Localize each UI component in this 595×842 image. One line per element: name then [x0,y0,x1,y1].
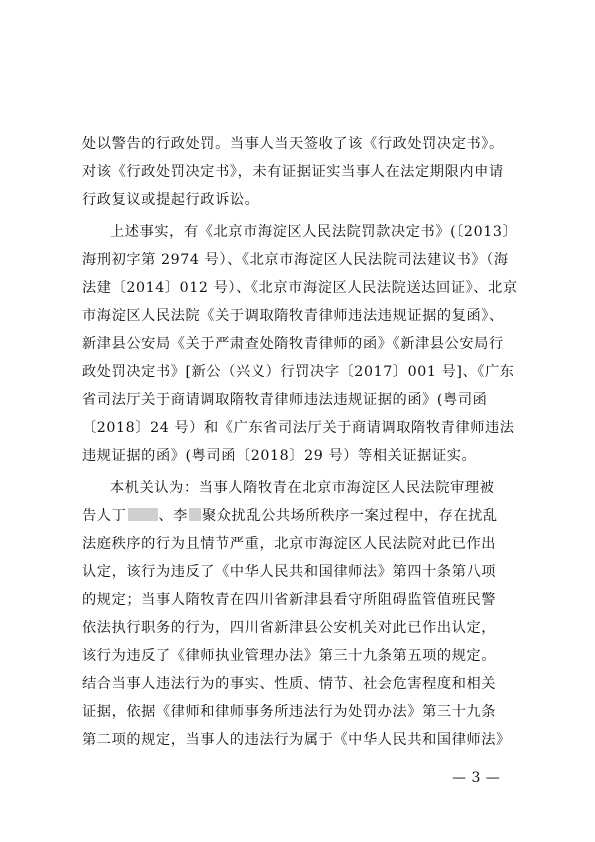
text-line: 依法执行职务的行为，四川省新津县公安机关对此已作出认定， [82,620,497,636]
text-line: 〔2018〕24 号）和《广东省司法厅关于商请调取隋牧青律师违法 [82,420,515,436]
redacted-line-middle: 、李 [158,508,188,524]
redaction-block [128,508,158,521]
paragraph-start-line: 本机关认为：当事人隋牧青在北京市海淀区人民法院审理被 [110,480,495,496]
text-line: 对该《行政处罚决定书》，未有证据证实当事人在法定期限内申请 [82,164,504,180]
redacted-text-line [82,506,522,526]
text-line: 政处罚决定书》[新公（兴义）行罚决字〔2017〕001 号]、《广东 [82,364,515,380]
text-line: 第二项的规定，当事人的违法行为属于《中华人民共和国律师法》 [82,732,511,748]
redacted-line-after: 聚众扰乱公共场所秩序一案过程中，存在扰乱 [201,508,498,524]
text-line: 法建〔2014〕012 号）、《北京市海淀区人民法院送达回证》、北京 [82,280,518,296]
text-line: 法庭秩序的行为且情节严重，北京市海淀区人民法院对此已作出 [82,536,497,552]
redacted-line-before: 告人丁 [82,508,127,524]
redaction-block [189,508,201,521]
paragraph-start-line: 上述事实，有《北京市海淀区人民法院罚款决定书》(〔2013〕 [110,224,518,240]
text-line: 新津县公安局《关于严肃查处隋牧青律师的函》《新津县公安局行 [82,336,504,352]
text-line: 的规定；当事人隋牧青在四川省新津县看守所阻碍监管值班民警 [82,592,497,608]
text-line: 行政复议或提起行政诉讼。 [82,192,260,208]
text-line: 处以警告的行政处罚。当事人当天签收了该《行政处罚决定书》。 [82,136,504,152]
text-line: 违规证据的函》(粤司函〔2018〕29 号）等相关证据证实。 [82,448,477,464]
page-number: — 3 — [452,770,501,786]
text-line: 证据，依据《律师和律师事务所违法行为处罚办法》第三十九条 [82,704,497,720]
text-line: 省司法厅关于商请调取隋牧青律师违法违规证据的函》(粤司函 [82,392,488,408]
text-line: 市海淀区人民法院《关于调取隋牧青律师违法违规证据的复函》、 [82,308,504,324]
text-line: 海刑初字第 2974 号）、《北京市海淀区人民法院司法建议书》（海 [82,252,509,268]
text-line: 结合当事人违法行为的事实、性质、情节、社会危害程度和相关 [82,676,497,692]
text-line: 该行为违反了《律师执业管理办法》第三十九条第五项的规定。 [82,648,497,664]
text-line: 认定，该行为违反了《中华人民共和国律师法》第四十条第八项 [82,564,497,580]
